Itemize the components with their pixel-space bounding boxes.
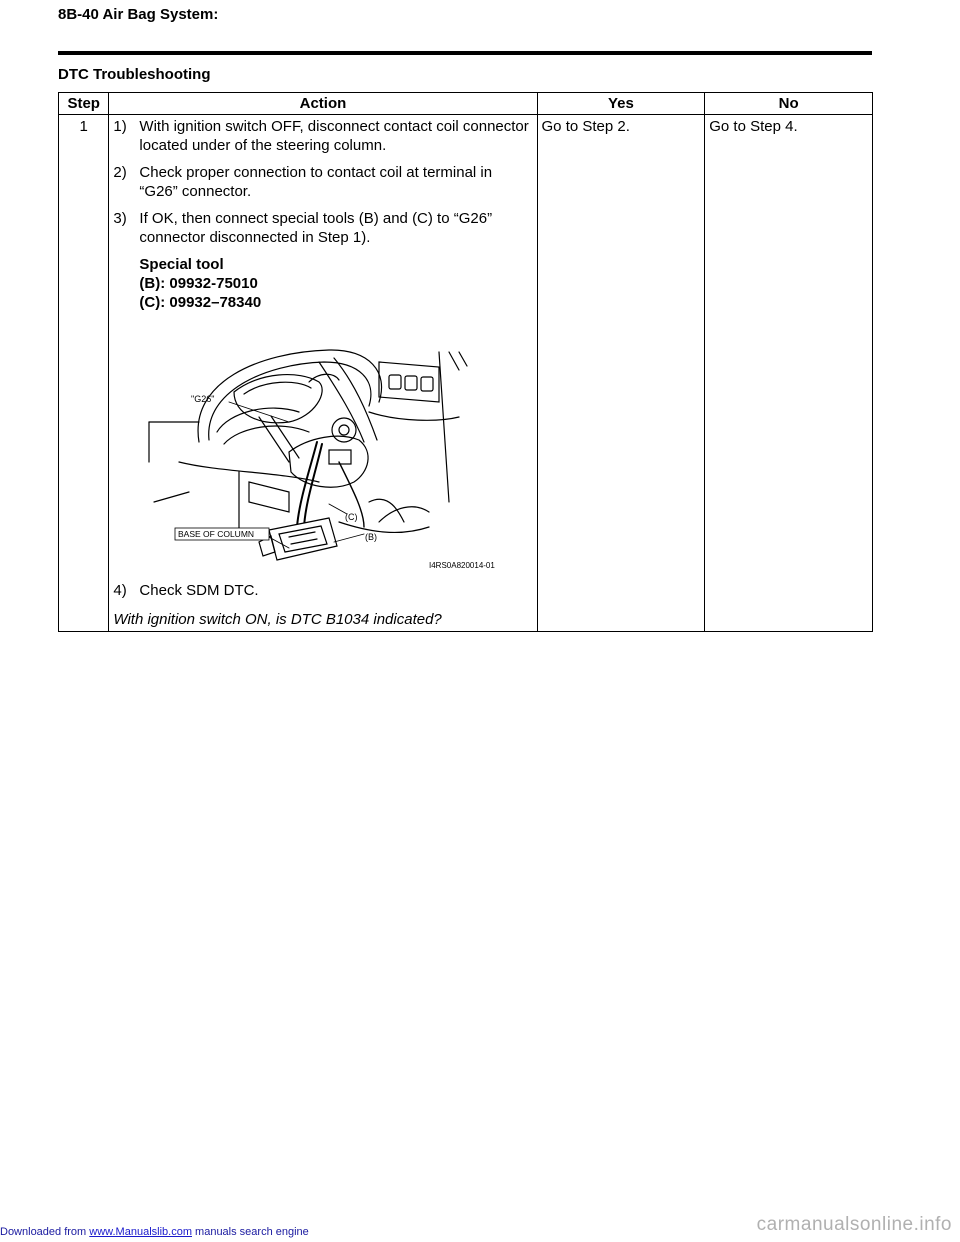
dtc-table bbox=[58, 92, 873, 632]
action-cell bbox=[109, 115, 537, 632]
watermark: carmanualsonline.info bbox=[756, 1214, 952, 1235]
figure-code: I4RS0A820014-01 bbox=[429, 561, 496, 570]
footer-prefix: Downloaded from bbox=[0, 1226, 90, 1238]
item-number: 2) bbox=[113, 164, 127, 181]
inspection-question: With ignition switch ON, is DTC B1034 indicated? bbox=[113, 611, 442, 628]
item-text: With ignition switch OFF, disconnect contact coil connector located under of the steering column. bbox=[139, 118, 529, 154]
header-rule bbox=[58, 51, 872, 55]
column-header-yes: Yes bbox=[537, 93, 705, 115]
item-text: If OK, then connect special tools (B) and (C) to “G26” connector disconnected in Step 1). bbox=[139, 210, 493, 246]
page-header-title: 8B-40 Air Bag System: bbox=[58, 6, 219, 23]
step-number: 1 bbox=[59, 115, 109, 632]
list-item bbox=[113, 209, 532, 247]
column-header-step: Step bbox=[59, 93, 109, 115]
item-text: Check proper connection to contact coil at terminal in “G26” connector. bbox=[139, 164, 493, 200]
item-text: Check SDM DTC. bbox=[139, 582, 259, 599]
table-row bbox=[59, 115, 873, 632]
manualslib-link[interactable]: www.Manualslib.com bbox=[89, 1226, 192, 1238]
item-number: 4) bbox=[113, 582, 127, 599]
item-number: 1) bbox=[113, 118, 127, 135]
action-steps bbox=[113, 117, 532, 247]
figure-label-c: (C) bbox=[345, 512, 358, 522]
figure-label-g26: "G26" bbox=[191, 394, 215, 404]
column-header-action: Action bbox=[109, 93, 537, 115]
figure-label-b: (B) bbox=[365, 532, 378, 542]
list-item bbox=[113, 581, 532, 600]
special-tool-block bbox=[139, 255, 532, 312]
special-tool-c: (C): 09932–78340 bbox=[139, 294, 262, 311]
no-cell: Go to Step 4. bbox=[705, 115, 873, 632]
figure-label-base-of-column: BASE OF COLUMN bbox=[178, 529, 255, 539]
item-number: 3) bbox=[113, 210, 127, 227]
section-title: DTC Troubleshooting bbox=[58, 66, 211, 83]
download-footer bbox=[0, 1226, 309, 1238]
yes-cell: Go to Step 2. bbox=[537, 115, 705, 632]
special-tool-heading: Special tool bbox=[139, 256, 224, 273]
special-tool-b: (B): 09932-75010 bbox=[139, 275, 258, 292]
table-header-row bbox=[59, 93, 873, 115]
list-item bbox=[113, 163, 532, 201]
column-header-no: No bbox=[705, 93, 873, 115]
footer-suffix: manuals search engine bbox=[191, 1226, 309, 1238]
steering-column-illustration bbox=[139, 322, 509, 572]
list-item bbox=[113, 117, 532, 155]
action-steps-continued bbox=[113, 581, 532, 600]
